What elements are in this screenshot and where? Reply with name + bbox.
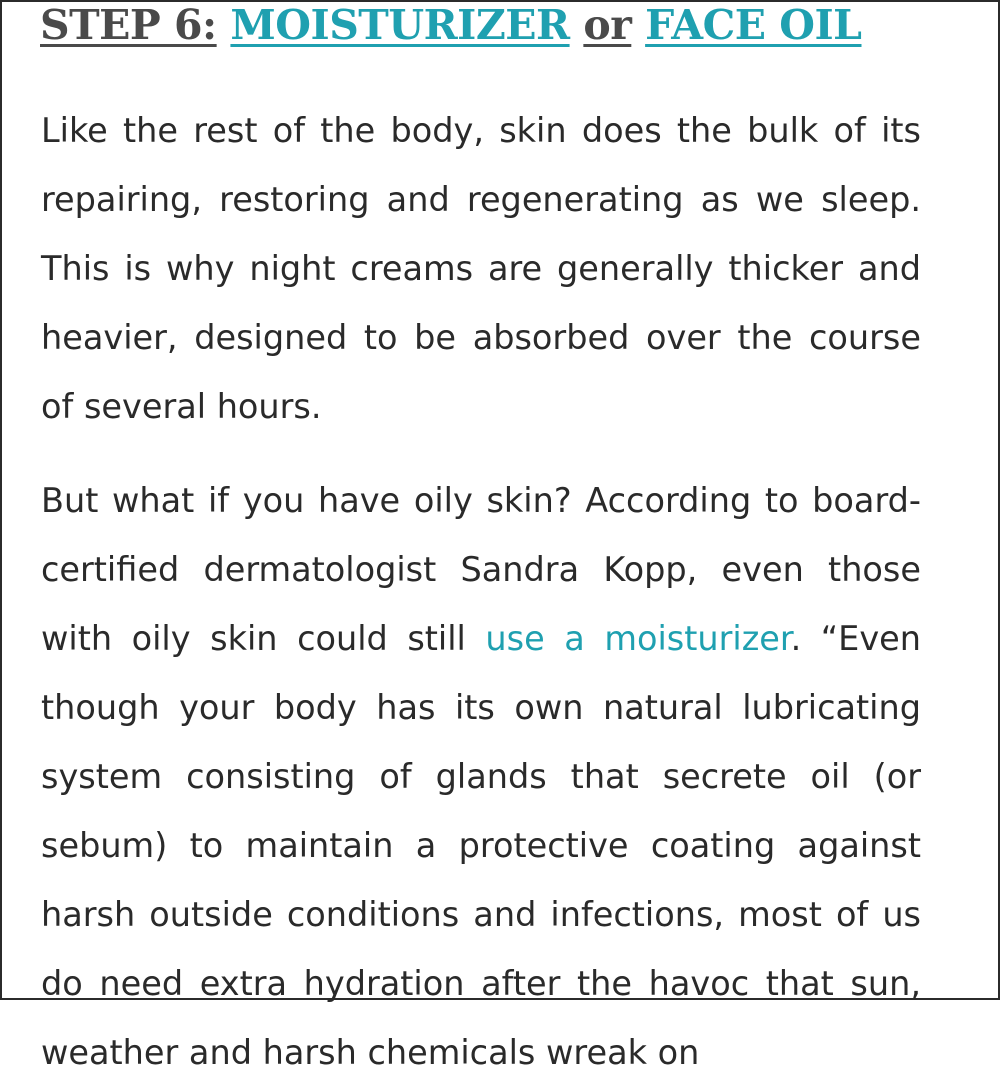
moisturizer-link[interactable]: MOISTURIZER (230, 1, 570, 49)
paragraph-oily-skin (41, 466, 921, 1087)
paragraph-text-before-link: But what if you have oily skin? According to board-certified dermatologist Sandra Kopp, even those with oily skin could still (41, 481, 921, 658)
face-oil-link[interactable]: FACE OIL (645, 1, 862, 49)
paragraph-sleep-repair: Like the rest of the body, skin does the bulk of its repairing, restoring and regenerating as we sleep. This is why night creams are generally thicker and heavier, designed to be absorbed over the course of several hours. (41, 111, 921, 426)
heading-prefix: STEP 6: (40, 1, 217, 49)
paragraph-text-after-link: . “Even though your body has its own natural lubricating system consisting of glands that secrete oil (or sebum) to maintain a protective coating against harsh outside conditions and infections, most of us do need extra hydration after the havoc that sun, weather and harsh chemicals wreak on (41, 619, 921, 1072)
step-heading (40, 0, 862, 52)
use-a-moisturizer-link[interactable]: use a moisturizer (485, 619, 791, 658)
heading-middle: or (583, 1, 632, 49)
